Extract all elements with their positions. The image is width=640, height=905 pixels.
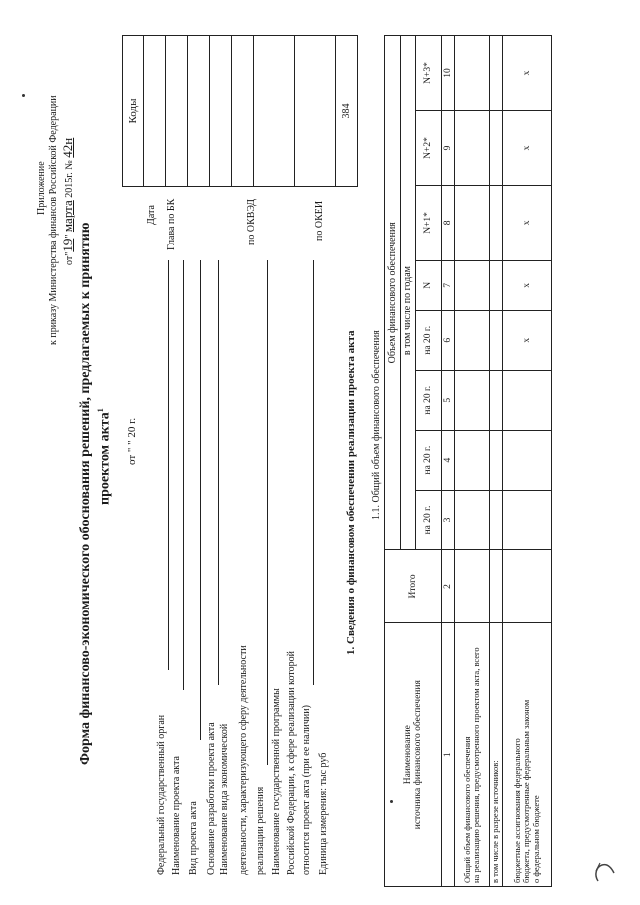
table-row bbox=[490, 36, 503, 887]
scan-speck bbox=[390, 800, 393, 803]
cell[interactable] bbox=[455, 36, 490, 111]
appendix-title: Приложение bbox=[36, 161, 47, 215]
cell[interactable] bbox=[503, 550, 552, 623]
field-okved-3: реализации решения bbox=[255, 786, 266, 875]
col-n: N bbox=[416, 260, 442, 310]
codes-okved-label: по ОКВЭД bbox=[246, 199, 257, 245]
cell[interactable] bbox=[455, 490, 490, 550]
cell[interactable]: x bbox=[503, 36, 552, 111]
table-row bbox=[503, 36, 552, 887]
cell[interactable] bbox=[455, 550, 490, 623]
table-row bbox=[455, 36, 490, 887]
codes-okei-label: по ОКЕИ bbox=[314, 200, 325, 241]
num-1: 1 bbox=[442, 623, 455, 887]
finance-table bbox=[384, 35, 552, 887]
codes-okei-value: 384 bbox=[336, 36, 358, 187]
cell[interactable] bbox=[503, 430, 552, 490]
cell[interactable] bbox=[455, 310, 490, 370]
cell[interactable] bbox=[455, 111, 490, 186]
field-act-type-line[interactable] bbox=[200, 260, 201, 740]
row-sources-label: в том числе в разрезе источников: bbox=[490, 623, 503, 887]
cell[interactable] bbox=[490, 36, 503, 111]
appendix-date: от"19" марта 2015г. № 42н bbox=[60, 137, 75, 265]
cell[interactable] bbox=[490, 370, 503, 430]
row-budget-label: бюджетные ассигнования федерального бюджета, предусмотренные федеральным законом о федеральном бюджете bbox=[503, 623, 552, 887]
codes-bk-label: Глава по БК bbox=[166, 198, 177, 250]
field-program-line[interactable] bbox=[313, 260, 314, 685]
col-year-3: на 20 г. bbox=[416, 370, 442, 430]
field-program-3: относится проект акта (при ее наличии) bbox=[301, 705, 312, 875]
col-n3: N+3* bbox=[416, 36, 442, 111]
codes-okved-cell bbox=[254, 36, 295, 187]
field-basis-line[interactable] bbox=[218, 260, 219, 685]
num-2: 2 bbox=[442, 550, 455, 623]
cell[interactable]: x bbox=[503, 111, 552, 186]
header-volume: Объем финансового обеспечения bbox=[385, 36, 401, 551]
field-agency: Федеральный государственный орган bbox=[156, 714, 167, 875]
scan-speck bbox=[22, 94, 25, 97]
header-name: Наименование источника финансового обеспечения bbox=[385, 623, 442, 887]
cell[interactable] bbox=[490, 430, 503, 490]
header-years: в том числе по годам bbox=[400, 36, 416, 551]
num-5: 5 bbox=[442, 370, 455, 430]
field-act-name: Наименование проекта акта bbox=[171, 756, 182, 875]
cell[interactable] bbox=[490, 550, 503, 623]
cell[interactable]: x bbox=[503, 310, 552, 370]
codes-bk-cell bbox=[166, 36, 188, 187]
cell[interactable] bbox=[490, 185, 503, 260]
field-okved-1: Наименование вида экономической bbox=[219, 723, 230, 875]
field-basis: Основание разработки проекта акта bbox=[206, 722, 217, 875]
col-year-1: на 20 г. bbox=[416, 490, 442, 550]
form-title: Форма финансово-экономического обоснования решений, предлагаемых к принятию bbox=[78, 222, 93, 765]
num-10: 10 bbox=[442, 36, 455, 111]
field-program-1: Наименование государственной программы bbox=[271, 688, 282, 875]
cell[interactable] bbox=[490, 490, 503, 550]
field-okved-line[interactable] bbox=[267, 260, 268, 765]
cell[interactable] bbox=[503, 370, 552, 430]
page-mark-icon bbox=[592, 855, 618, 885]
field-act-type: Вид проекта акта bbox=[188, 801, 199, 875]
codes-table bbox=[122, 35, 358, 187]
col-n2: N+2* bbox=[416, 111, 442, 186]
cell[interactable] bbox=[455, 430, 490, 490]
cell[interactable] bbox=[455, 185, 490, 260]
col-year-2: на 20 г. bbox=[416, 430, 442, 490]
cell[interactable] bbox=[503, 490, 552, 550]
cell[interactable] bbox=[455, 370, 490, 430]
codes-date-cell bbox=[144, 36, 166, 187]
field-okved-2: деятельности, характеризующего сферу деятельности bbox=[238, 645, 249, 875]
field-act-name-line[interactable] bbox=[183, 260, 184, 690]
num-8: 8 bbox=[442, 185, 455, 260]
appendix-order-line: к приказу Министерства финансов Российской Федерации bbox=[48, 95, 59, 345]
codes-header: Коды bbox=[123, 36, 144, 187]
cell[interactable] bbox=[490, 310, 503, 370]
codes-empty-2 bbox=[210, 36, 232, 187]
codes-empty-1 bbox=[188, 36, 210, 187]
num-3: 3 bbox=[442, 490, 455, 550]
field-program-2: Российской Федерации, к сфере реализации которой bbox=[286, 651, 297, 875]
codes-empty-3 bbox=[232, 36, 254, 187]
col-n1: N+1* bbox=[416, 185, 442, 260]
num-9: 9 bbox=[442, 111, 455, 186]
cell[interactable] bbox=[455, 260, 490, 310]
header-total: Итого bbox=[385, 550, 442, 623]
cell[interactable]: x bbox=[503, 185, 552, 260]
form-title-2: проектом акта$^1$ bbox=[96, 408, 113, 505]
field-unit: Единица измерения: тыс руб bbox=[318, 752, 329, 875]
cell[interactable] bbox=[490, 111, 503, 186]
section-title: 1. Сведения о финансовом обеспечении реализации проекта акта bbox=[345, 330, 357, 655]
codes-empty-4 bbox=[295, 36, 336, 187]
codes-date-label: Дата bbox=[146, 205, 157, 225]
cell[interactable] bbox=[490, 260, 503, 310]
cell[interactable]: x bbox=[503, 260, 552, 310]
field-agency-line[interactable] bbox=[168, 260, 169, 670]
num-4: 4 bbox=[442, 430, 455, 490]
num-7: 7 bbox=[442, 260, 455, 310]
row-total-label: Общий объем финансового обеспечения на реализацию решения, предусмотренного проектом акта, всего bbox=[455, 623, 490, 887]
section-subtitle: 1.1. Общий объем финансового обеспечения bbox=[371, 330, 382, 520]
form-date-line: от " " 20 г. bbox=[126, 417, 138, 465]
num-6: 6 bbox=[442, 310, 455, 370]
col-year-4: на 20 г. bbox=[416, 310, 442, 370]
